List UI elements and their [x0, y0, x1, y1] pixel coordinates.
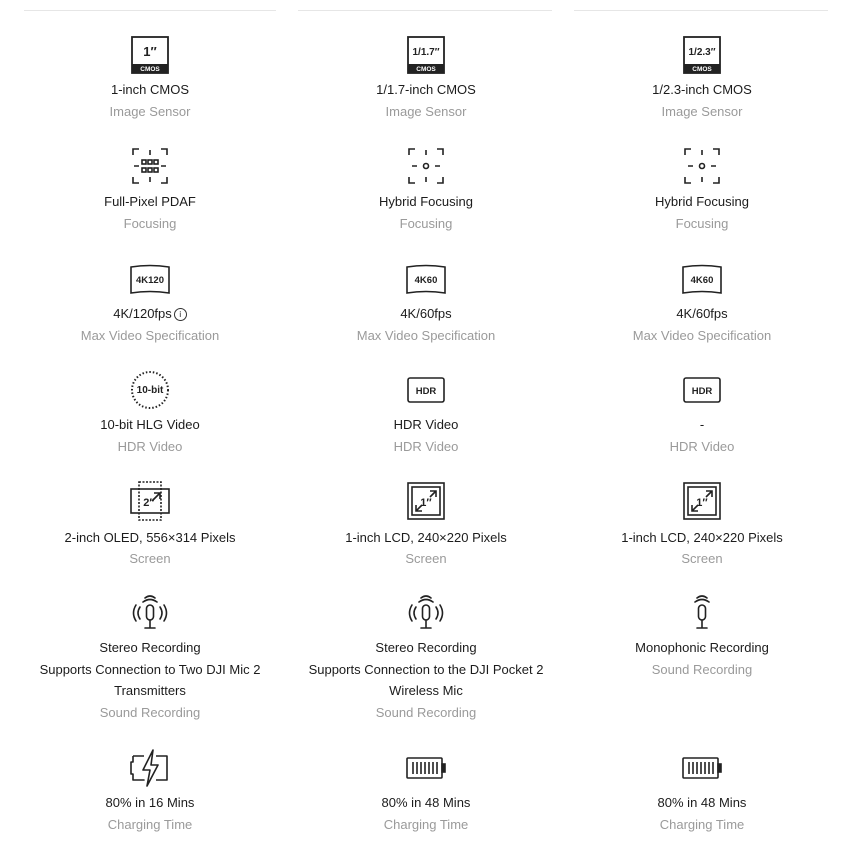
spec-label: Max Video Specification	[632, 328, 772, 343]
column-divider	[574, 10, 828, 11]
spec-value: Stereo Recording	[375, 640, 477, 655]
column-divider	[24, 10, 276, 11]
rotating-screen-icon	[130, 481, 170, 521]
info-icon[interactable]: i	[174, 308, 187, 321]
battery-icon	[406, 748, 446, 788]
spec-value: 4K/60fps	[676, 306, 728, 321]
svg-text:CMOS: CMOS	[692, 66, 712, 73]
spec-value-line3: Wireless Mic	[389, 683, 463, 698]
cmos-sensor-icon	[406, 36, 446, 76]
svg-text:1/1.7″: 1/1.7″	[412, 47, 440, 58]
hybrid-focus-icon	[682, 146, 722, 186]
screen-icon	[406, 481, 446, 521]
svg-text:4K120: 4K120	[136, 275, 164, 286]
spec-label: Charging Time	[659, 817, 745, 832]
spec-value	[12, 303, 288, 324]
svg-text:CMOS: CMOS	[140, 66, 160, 73]
spec-label: Max Video Specification	[80, 328, 220, 343]
spec-label: Focusing	[399, 216, 453, 231]
svg-text:1″: 1″	[420, 497, 432, 509]
hdr-icon	[682, 370, 722, 410]
fast-charge-battery-icon	[130, 748, 170, 788]
stereo-mic-icon	[406, 593, 446, 633]
product-column-2	[288, 0, 564, 841]
hdr-icon	[406, 370, 446, 410]
spec-label: Sound Recording	[375, 705, 477, 720]
spec-value: Hybrid Focusing	[655, 194, 749, 209]
spec-label: Charging Time	[383, 817, 469, 832]
screen-icon	[682, 481, 722, 521]
battery-icon	[682, 748, 722, 788]
spec-value: Stereo Recording	[99, 640, 201, 655]
video-resolution-icon	[130, 260, 170, 300]
spec-label: HDR Video	[669, 439, 735, 454]
svg-text:CMOS: CMOS	[416, 66, 436, 73]
spec-label: Focusing	[123, 216, 177, 231]
spec-value: 1/1.7-inch CMOS	[376, 82, 476, 97]
spec-value: Full-Pixel PDAF	[104, 194, 196, 209]
spec-label: Image Sensor	[109, 104, 191, 119]
spec-value: 1/2.3-inch CMOS	[652, 82, 752, 97]
cmos-sensor-icon	[682, 36, 722, 76]
mono-mic-icon	[682, 593, 722, 633]
hybrid-focus-icon	[406, 146, 446, 186]
spec-value: Monophonic Recording	[635, 640, 769, 655]
svg-text:4K60: 4K60	[690, 275, 714, 286]
ten-bit-icon	[130, 370, 170, 410]
spec-label: Screen	[681, 551, 723, 566]
spec-label: Screen	[405, 551, 447, 566]
spec-label: Image Sensor	[661, 104, 743, 119]
spec-value-line2: Supports Connection to Two DJI Mic 2	[39, 662, 261, 677]
spec-value: 10-bit HLG Video	[100, 417, 200, 432]
spec-label: Sound Recording	[99, 705, 201, 720]
svg-text:4K60: 4K60	[414, 275, 438, 286]
spec-label: Max Video Specification	[356, 328, 496, 343]
product-column-3	[564, 0, 840, 841]
stereo-mic-icon	[130, 593, 170, 633]
spec-label: HDR Video	[393, 439, 459, 454]
pdaf-focus-icon	[130, 146, 170, 186]
cmos-sensor-icon	[130, 36, 170, 76]
spec-value: Hybrid Focusing	[379, 194, 473, 209]
spec-value: 80% in 16 Mins	[105, 795, 195, 810]
svg-text:1″: 1″	[143, 44, 157, 59]
spec-value: 80% in 48 Mins	[657, 795, 747, 810]
spec-value-line3: Transmitters	[114, 683, 186, 698]
spec-value-text: 4K/120fps	[113, 306, 172, 321]
spec-value: 1-inch CMOS	[110, 82, 190, 97]
svg-text:1″: 1″	[696, 497, 708, 509]
svg-text:2″: 2″	[143, 497, 155, 509]
spec-label: Sound Recording	[651, 662, 753, 677]
spec-value-line2: Supports Connection to the DJI Pocket 2	[308, 662, 544, 677]
spec-label: Focusing	[675, 216, 729, 231]
spec-value: 4K/60fps	[400, 306, 452, 321]
svg-text:HDR: HDR	[691, 386, 713, 397]
spec-label: Image Sensor	[385, 104, 467, 119]
spec-label: Charging Time	[107, 817, 193, 832]
video-resolution-icon	[406, 260, 446, 300]
spec-value: 1-inch LCD, 240×220 Pixels	[345, 530, 507, 545]
spec-label: HDR Video	[117, 439, 183, 454]
spec-label: Screen	[129, 551, 171, 566]
spec-value: -	[699, 417, 705, 432]
product-column-1	[12, 0, 288, 841]
spec-value: HDR Video	[393, 417, 459, 432]
svg-text:1/2.3″: 1/2.3″	[688, 47, 716, 58]
svg-text:10-bit: 10-bit	[136, 385, 164, 396]
spec-value: 1-inch LCD, 240×220 Pixels	[621, 530, 783, 545]
svg-text:HDR: HDR	[415, 386, 437, 397]
spec-value: 2-inch OLED, 556×314 Pixels	[64, 530, 236, 545]
video-resolution-icon	[682, 260, 722, 300]
spec-value: 80% in 48 Mins	[381, 795, 471, 810]
column-divider	[298, 10, 552, 11]
